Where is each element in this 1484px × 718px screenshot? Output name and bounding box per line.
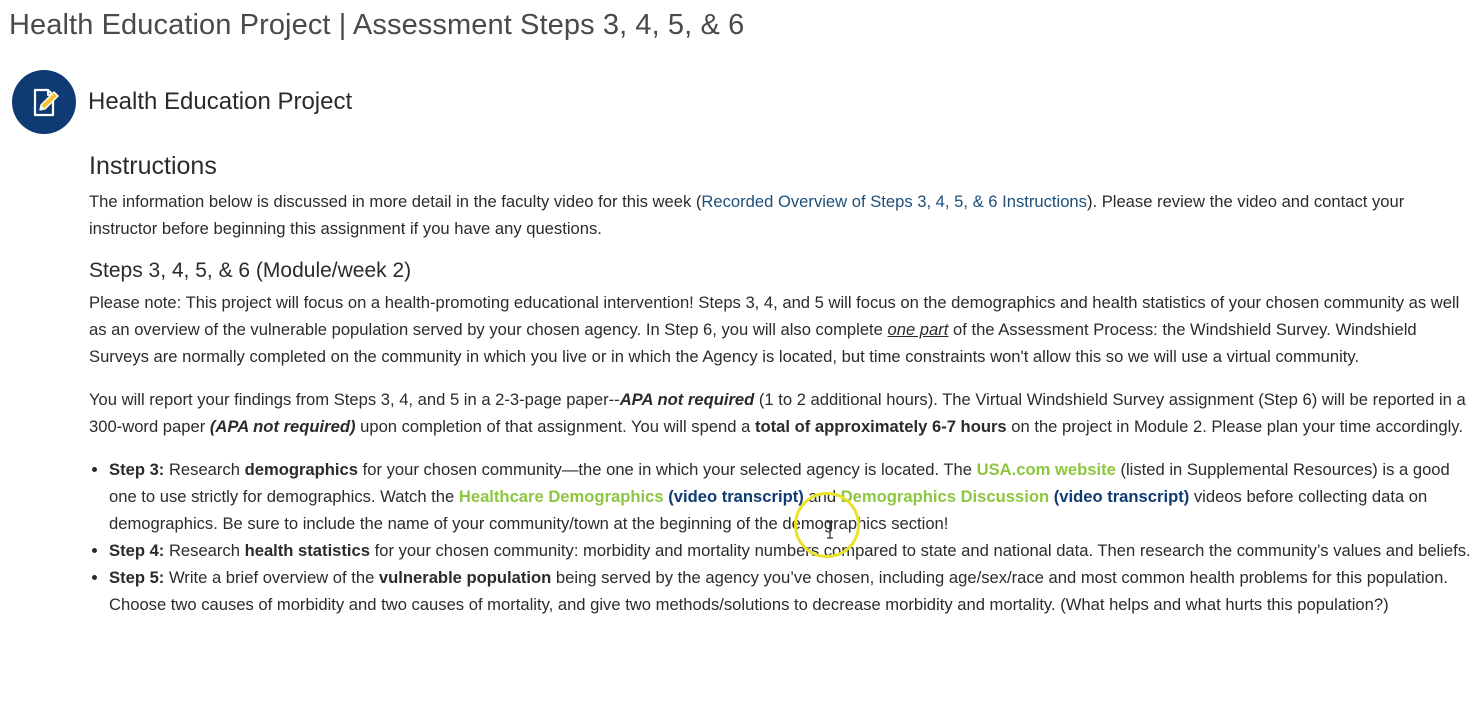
video-transcript-link-1[interactable]: (video transcript) — [668, 487, 804, 506]
step-text: Research — [164, 541, 245, 560]
step-text: for your chosen community—the one in which your selected agency is located. The — [358, 460, 977, 479]
recorded-overview-link[interactable]: Recorded Overview of Steps 3, 4, 5, & 6 Instructions — [701, 192, 1087, 211]
step-label: Step 4: — [109, 541, 165, 560]
list-item-step-3 — [109, 456, 1474, 537]
step-text: videos before collecting data on demographics. Be sure to include the name of your community/town at the beginning of the demographics section! — [109, 487, 1428, 533]
list-item-step-4 — [109, 537, 1474, 564]
step-text: Write a brief overview of the — [164, 568, 379, 587]
step-keyword: demographics — [244, 460, 358, 479]
note-text-after: of the Assessment Process: the Windshield Survey. Windshield Surveys are normally completed on the community in which you live or in which the Agency is located, but time constraints won't allow this so we will use a virtual community. — [89, 320, 1417, 366]
apa-not-required-2: (APA not required) — [209, 417, 356, 436]
intro-text-before: The information below is discussed in more detail in the faculty video for this week ( — [89, 192, 702, 211]
instructions-heading: Instructions — [89, 152, 217, 180]
steps-list — [89, 456, 1474, 618]
step-keyword: vulnerable population — [378, 568, 552, 587]
step-text: being served by the agency you’ve chosen, including age/sex/race and most common health problems for this population. Choose two causes of morbidity and two causes of mortality, and give two methods/solutions to decrease morbidity and mortality. (What helps and what hurts this population?) — [109, 568, 1448, 614]
steps-heading: Steps 3, 4, 5, & 6 (Module/week 2) — [89, 259, 412, 282]
please-note-paragraph — [89, 289, 1474, 370]
intro-text-after: ). Please review the video and contact your instructor before beginning this assignment if you have any questions. — [89, 192, 1405, 238]
demographics-discussion-link[interactable]: Demographics Discussion — [840, 487, 1050, 506]
report-text-1: You will report your findings from Steps 3, 4, and 5 in a 2-3-page paper-- — [89, 390, 620, 409]
report-text-3: upon completion of that assignment. You will spend a — [355, 417, 755, 436]
project-header — [12, 70, 352, 134]
list-item-step-5 — [109, 564, 1474, 618]
project-title: Health Education Project — [88, 88, 353, 115]
step-keyword: health statistics — [244, 541, 370, 560]
step-text: Research — [164, 460, 245, 479]
healthcare-demographics-link[interactable]: Healthcare Demographics — [458, 487, 664, 506]
step-text: (listed in Supplemental Resources) is a good one to use strictly for demographics. Watch the — [109, 460, 1450, 506]
total-hours: total of approximately 6-7 hours — [754, 417, 1007, 436]
note-emphasis: one part — [887, 320, 949, 339]
report-paragraph — [89, 386, 1474, 440]
step-text: and — [803, 487, 841, 506]
step-label: Step 5: — [109, 568, 165, 587]
step-label: Step 3: — [109, 460, 165, 479]
assignment-content — [89, 150, 1474, 618]
instructions-intro — [89, 188, 1474, 242]
step-text: for your chosen community: morbidity and mortality numbers compared to state and national data. Then research the community’s values and beliefs. — [370, 541, 1471, 560]
report-text-4: on the project in Module 2. Please plan your time accordingly. — [1006, 417, 1463, 436]
note-text-before: Please note: This project will focus on a health-promoting educational intervention! Steps 3, 4, and 5 will focus on the demographics and health statistics of your chosen community as well as an overview of the vulnerable population served by your chosen agency. In Step 6, you will also complete — [89, 293, 1460, 339]
report-text-2: (1 to 2 additional hours). The Virtual Windshield Survey assignment (Step 6) will be reported in a 300-word paper — [89, 390, 1466, 436]
usa-com-link[interactable]: USA.com website — [976, 460, 1116, 479]
page-title: Health Education Project | Assessment Steps 3, 4, 5, & 6 — [9, 9, 745, 41]
assignment-badge — [12, 70, 76, 134]
video-transcript-link-2[interactable]: (video transcript) — [1053, 487, 1190, 506]
pencil-paper-icon — [26, 84, 62, 120]
apa-not-required-1: APA not required — [619, 390, 755, 409]
